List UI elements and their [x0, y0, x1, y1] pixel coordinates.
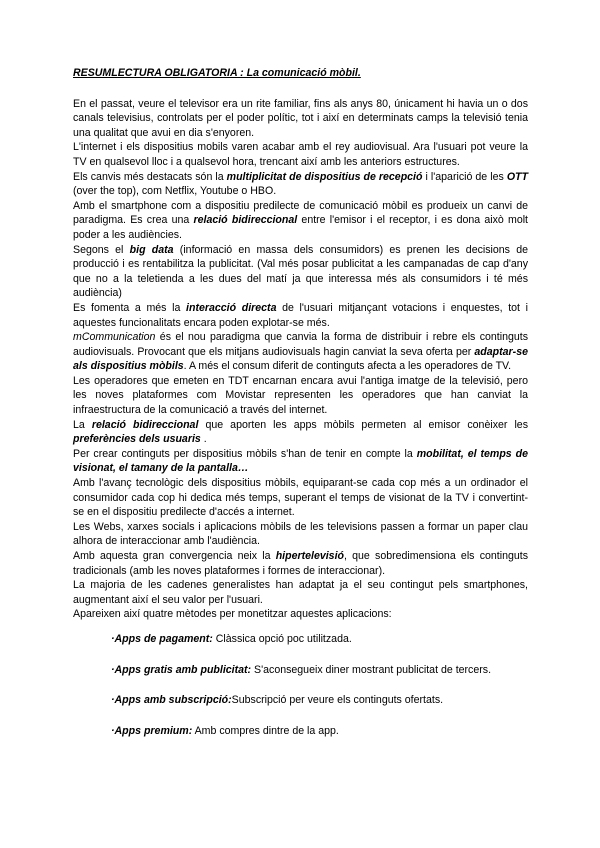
method-text: Clàssica opció poc utilitzada.: [212, 632, 352, 645]
paragraph-history: En el passat, veure el televisor era un rite familiar, fins als anys 80, únicament hi havia un o dos canals televisius, controlats per el poder polític, tot i així en determinats camps la televisió tenia una qualitat que avui en dia s'enyoren.: [73, 97, 528, 139]
paragraph-mcommunication: mCommunication és el nou paradigma que canvia la forma de distribuir i rebre els continguts audiovisuals. Provocant que els mitjans audiovisuals hagin canviat la seva oferta per adaptar-se als dispositius mòbils. A més el consum diferit de continguts afecta a les operadores de TV.: [73, 331, 528, 373]
list-item: [111, 724, 528, 739]
document-title: RESUMLECTURA OBLIGATORIA : La comunicació mòbil.: [73, 67, 361, 79]
method-text: Amb compres dintre de la app.: [192, 724, 339, 737]
paragraph-hypertelevision: Amb aquesta gran convergencia neix la hipertelevisió, que sobredimensiona els continguts tradicionals (amb les noves plataformes i formes de interaccionar).: [73, 550, 528, 577]
paragraph-methods-intro: Apareixen així quatre mètodes per monetitzar aquestes aplicacions:: [73, 608, 392, 621]
paragraph-changes: Els canvis més destacats són la multiplicitat de dispositius de recepció i l'aparició de les OTT (over the top), com Netflix, Youtube o HBO.: [73, 170, 528, 198]
emphasis-ott: OTT: [506, 170, 528, 183]
method-label: ·Apps gratis amb publicitat:: [111, 663, 252, 676]
emphasis-multiplicity: multiplicitat de dispositius de recepció: [226, 170, 423, 183]
emphasis-mobility: mobilitat, el temps de visionat, el tamany de la pantalla…: [73, 447, 528, 475]
method-label: ·Apps amb subscripció:: [111, 694, 232, 707]
paragraph-webs: Les Webs, xarxes socials i aplicacions mòbils de les televisions passen a formar un paper clau alhora de interaccionar amb l'audiència.: [73, 520, 528, 548]
paragraph-apps-bidirectional: La relació bidireccional que aporten les apps mòbils permeten al emisor conèixer les preferències dels usuaris .: [73, 418, 528, 446]
list-item: [111, 632, 528, 647]
paragraph-internet: L'internet i els dispositius mobils varen acabar amb el rey audiovisual. Ara l'usuari pot veure la TV en qualsevol lloc i a qualsevol hora, trencant així amb les anteriors estructures.: [73, 141, 528, 168]
paragraph-interaction: Es fomenta a més la interacció directa de l'usuari mitjançant votacions i enquestes, tot i aquestes funcionalitats encara poden explotar-se més.: [73, 301, 528, 329]
paragraph-big-data: Segons el big data (informació en massa dels consumidors) es prenen les decisions de producció i es rentabilitza la publicitat. (Val més posar publicitat a les campanadas de cap d'any que no a la teletienda a les dues del matí ja que interessa més als consumidors i té més audiència): [73, 243, 528, 300]
emphasis-adapt-mobile: adaptar-se als dispositius mòbils: [73, 345, 528, 373]
emphasis-bidirectional-2: relació bidireccional: [91, 418, 199, 431]
emphasis-hypertelevision: hipertelevisió: [275, 550, 344, 562]
method-label: ·Apps premium:: [111, 724, 193, 737]
paragraph-operators: Les operadores que emeten en TDT encarnan encara avui l'antiga imatge de la televisió, pero les noves plataformes com Movistar representen les operadores que han canviat la infraestructura de la comunicació a través del internet.: [73, 374, 528, 417]
method-text: Subscripció per veure els continguts ofertats.: [231, 694, 444, 707]
document-page: [73, 66, 528, 754]
emphasis-direct-interaction: interacció directa: [186, 301, 277, 314]
list-item: [111, 663, 528, 678]
monetization-methods-list: [73, 632, 528, 738]
method-text: S'aconsegueix diner mostrant publicitat de tercers.: [251, 663, 492, 676]
emphasis-mcommunication: mCommunication: [73, 331, 156, 344]
emphasis-bidirectional: relació bidireccional: [193, 214, 298, 227]
list-item: [111, 693, 528, 708]
emphasis-user-preferences: preferències dels usuaris: [73, 433, 201, 446]
paragraph-tech-advance: Amb l'avanç tecnològic dels dispositius mòbils, equiparant-se cada cop més a un ordinador el consumidor cada cop hi dedica més temps, superant el temps de visionat de la TV i convertint-se en el dispositiu predilecte d'accés a internet.: [73, 477, 528, 519]
emphasis-big-data: big data: [129, 243, 174, 256]
method-label: ·Apps de pagament:: [111, 632, 213, 645]
paragraph-smartphone: Amb el smartphone com a dispositiu predilecte de comunicació mòbil es produeix un canvi de paradigma. Es crea una relació bidireccional entre l'emisor i el receptor, i es dona això molt poder a les audiències.: [73, 199, 529, 241]
paragraph-generalist: La majoria de les cadenes generalistes han adaptat ja el seu contingut pels smartphones, augmentant així el seu valor per l'usuari.: [73, 579, 528, 606]
paragraph-content-creation: Per crear continguts per dispositius mòbils s'han de tenir en compte la mobilitat, el temps de visionat, el tamany de la pantalla…: [73, 447, 528, 475]
